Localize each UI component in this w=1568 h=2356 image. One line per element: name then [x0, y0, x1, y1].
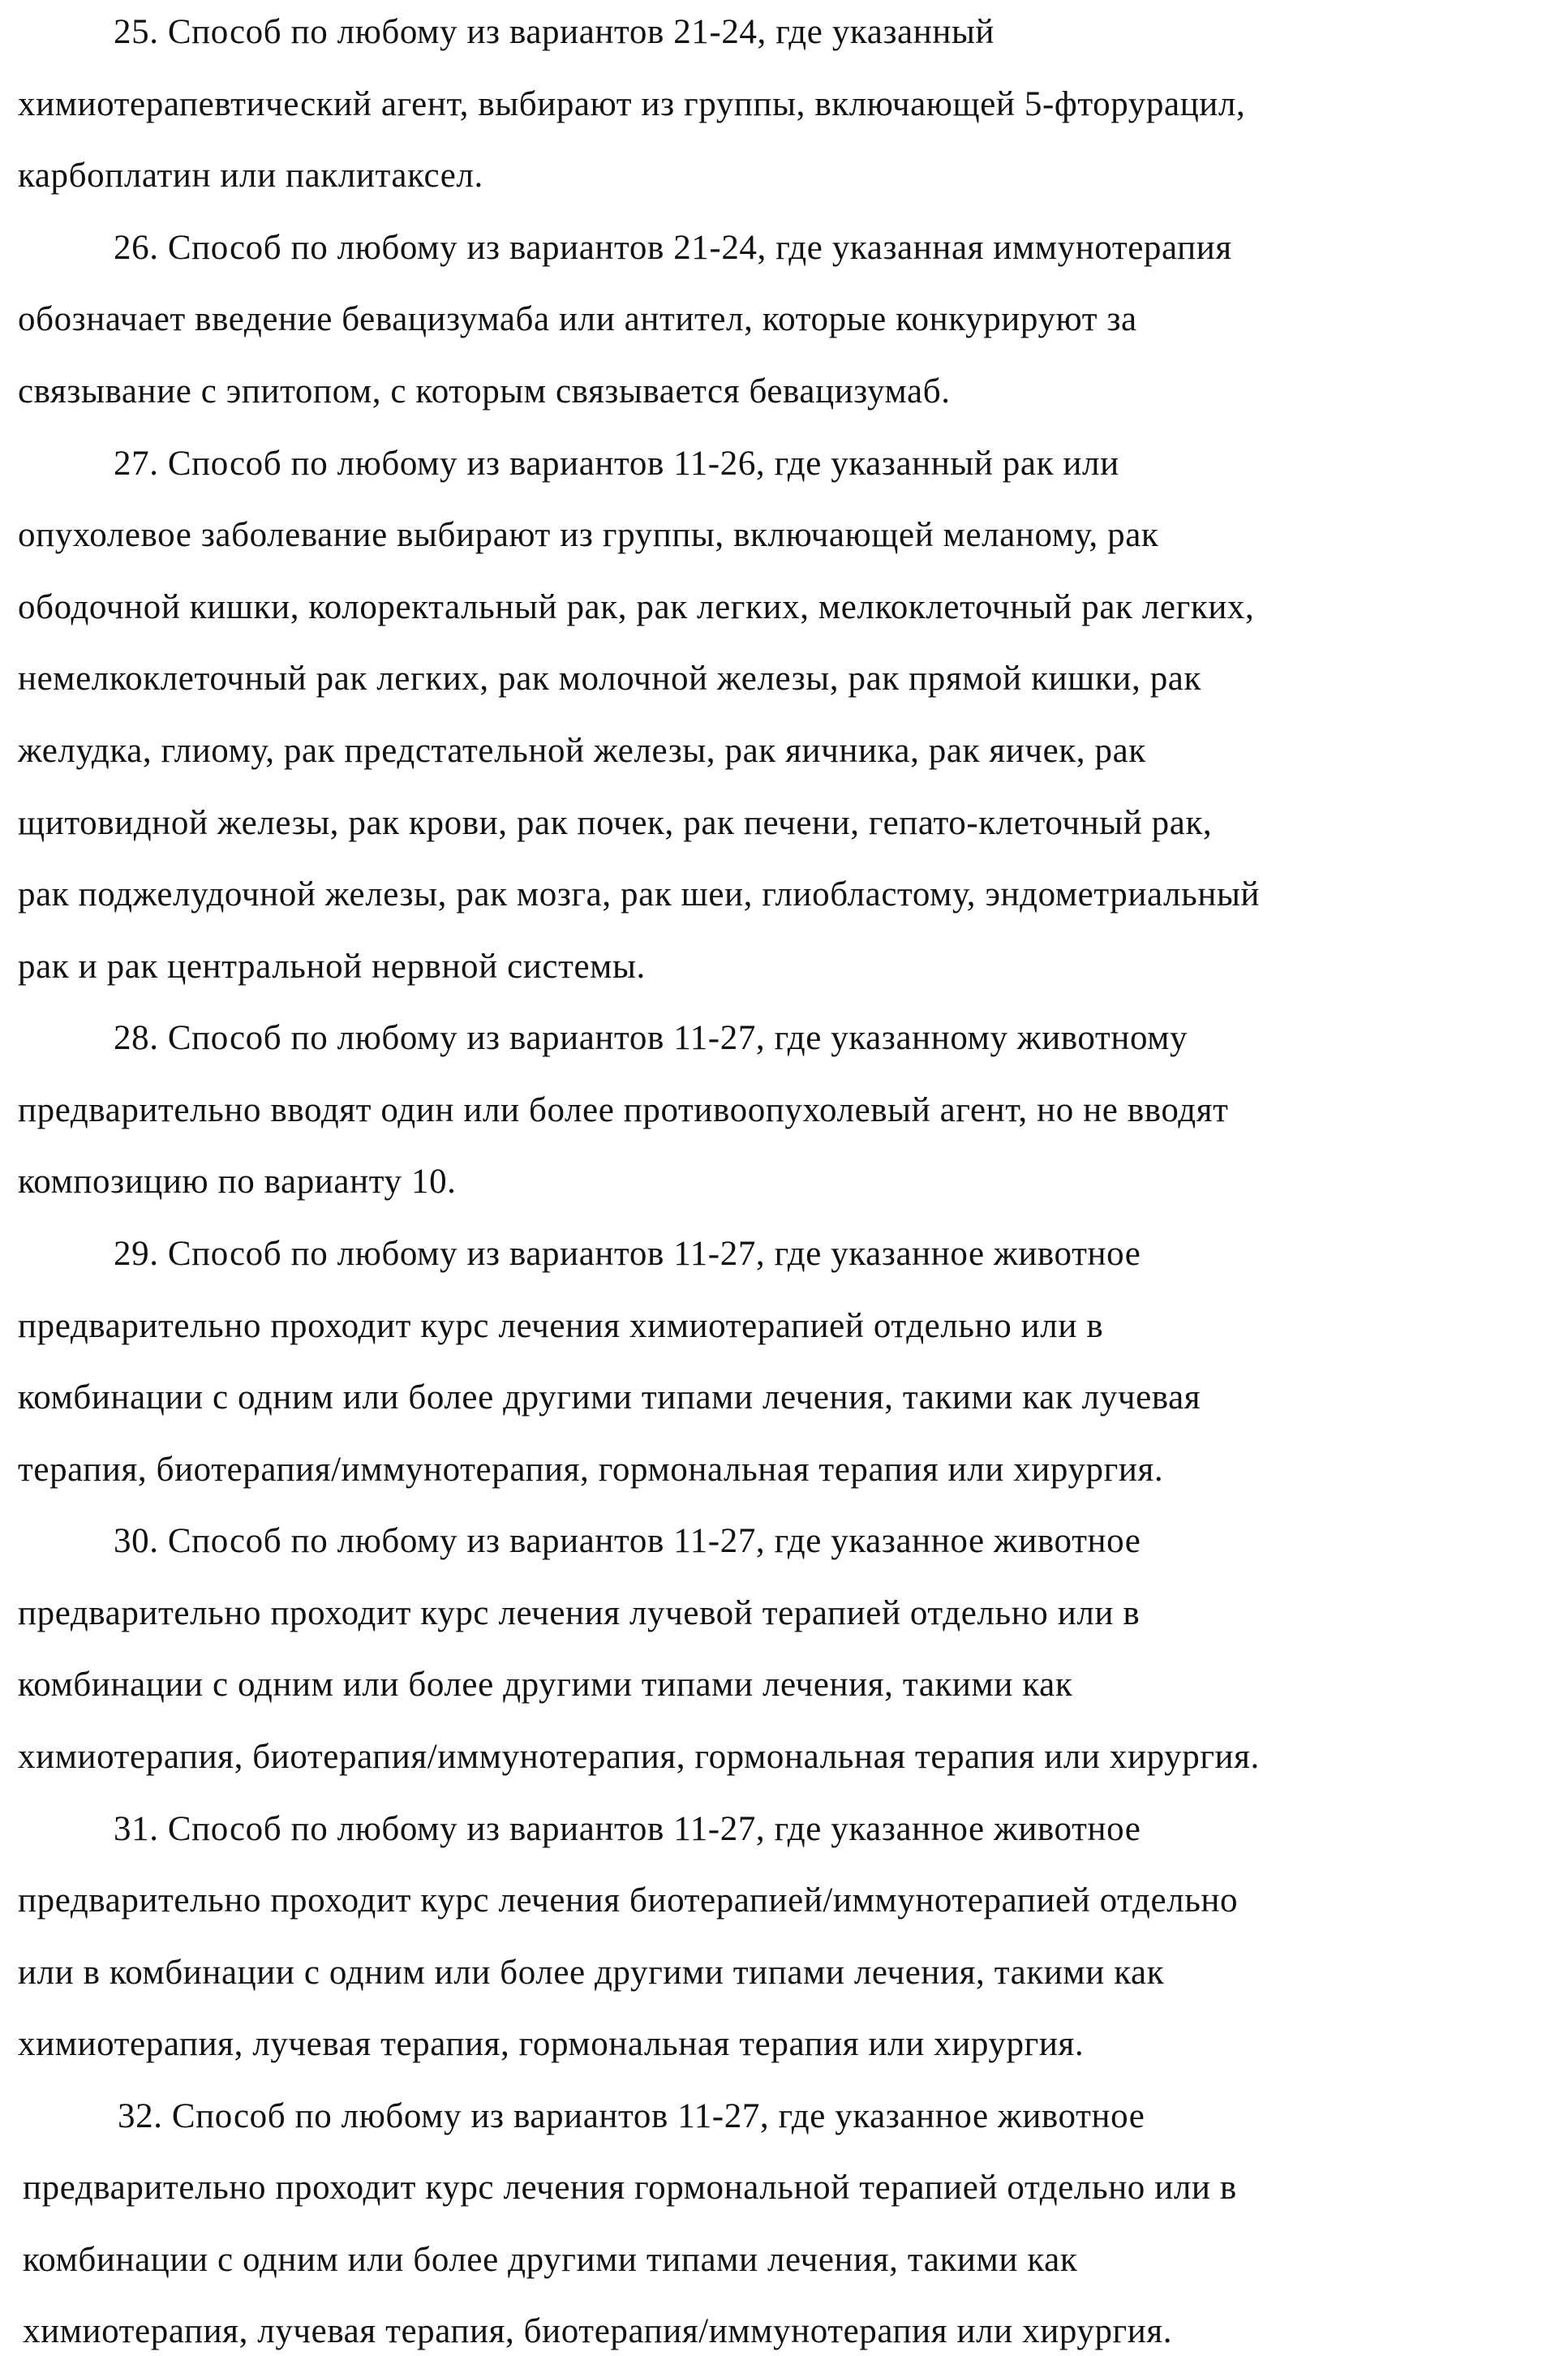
claim-line: рак и рак центральной нервной системы. — [18, 948, 646, 986]
claim-line: 31. Способ по любому из вариантов 11-27, где указанное животное — [114, 1810, 1141, 1848]
claim-line: химиотерапия, биотерапия/иммунотерапия, гормональная терапия или хирургия. — [18, 1738, 1260, 1776]
claim-line: композицию по варианту 10. — [18, 1163, 457, 1201]
claim-line: рак поджелудочной железы, рак мозга, рак шеи, глиобластому, эндометриальный — [18, 875, 1261, 914]
claim-line: химиотерапевтический агент, выбирают из группы, включающей 5-фторурацил, — [18, 85, 1246, 123]
claim-line: комбинации с одним или более другими типами лечения, такими как — [18, 1666, 1073, 1704]
claim-line: предварительно проходит курс лечения химиотерапией отдельно или в — [18, 1307, 1104, 1345]
claim-line: предварительно проходит курс лечения лучевой терапией отдельно или в — [18, 1594, 1141, 1632]
claim-line: 29. Способ по любому из вариантов 11-27, где указанное животное — [114, 1235, 1141, 1273]
claim-line: 27. Способ по любому из вариантов 11-26, где указанный рак или — [114, 445, 1119, 483]
claim-line: химиотерапия, лучевая терапия, гормональная терапия или хирургия. — [18, 2025, 1085, 2063]
claim-line: 25. Способ по любому из вариантов 21-24, где указанный — [114, 13, 995, 51]
claim-line: химиотерапия, лучевая терапия, биотерапия/иммунотерапия или хирургия. — [23, 2312, 1173, 2350]
claim-line: 26. Способ по любому из вариантов 21-24, где указанная иммунотерапия — [114, 229, 1232, 267]
claim-line: щитовидной железы, рак крови, рак почек, рак печени, гепато-клеточный рак, — [18, 804, 1213, 842]
claim-line: или в комбинации с одним или более другими типами лечения, такими как — [18, 1954, 1165, 1992]
claim-line: 28. Способ по любому из вариантов 11-27, где указанному животному — [114, 1019, 1188, 1057]
claim-line: обозначает введение бевацизумаба или антител, которые конкурируют за — [18, 300, 1137, 338]
claim-line: комбинации с одним или более другими типами лечения, такими как лучевая — [18, 1378, 1201, 1417]
claim-line: предварительно вводят один или более противоопухолевый агент, но не вводят — [18, 1091, 1229, 1129]
claim-line: 32. Способ по любому из вариантов 11-27, где указанное животное — [118, 2097, 1145, 2135]
claim-line: связывание с эпитопом, с которым связывается бевацизумаб. — [18, 372, 951, 411]
claim-line: предварительно проходит курс лечения гормональной терапией отдельно или в — [23, 2169, 1237, 2207]
claim-line: карбоплатин или паклитаксел. — [18, 157, 483, 195]
claim-line: опухолевое заболевание выбирают из группы, включающей меланому, рак — [18, 516, 1159, 554]
claim-line: желудка, глиому, рак предстательной железы, рак яичника, рак яичек, рак — [18, 732, 1146, 770]
claim-line: предварительно проходит курс лечения биотерапией/иммунотерапией отдельно — [18, 1881, 1239, 1920]
claim-line: 30. Способ по любому из вариантов 11-27, где указанное животное — [114, 1522, 1141, 1560]
claim-line: терапия, биотерапия/иммунотерапия, гормональная терапия или хирургия. — [18, 1451, 1164, 1489]
claim-line: ободочной кишки, колоректальный рак, рак легких, мелкоклеточный рак легких, — [18, 588, 1255, 626]
claim-line: комбинации с одним или более другими типами лечения, такими как — [23, 2241, 1078, 2279]
claim-line: немелкоклеточный рак легких, рак молочной железы, рак прямой кишки, рак — [18, 660, 1201, 698]
